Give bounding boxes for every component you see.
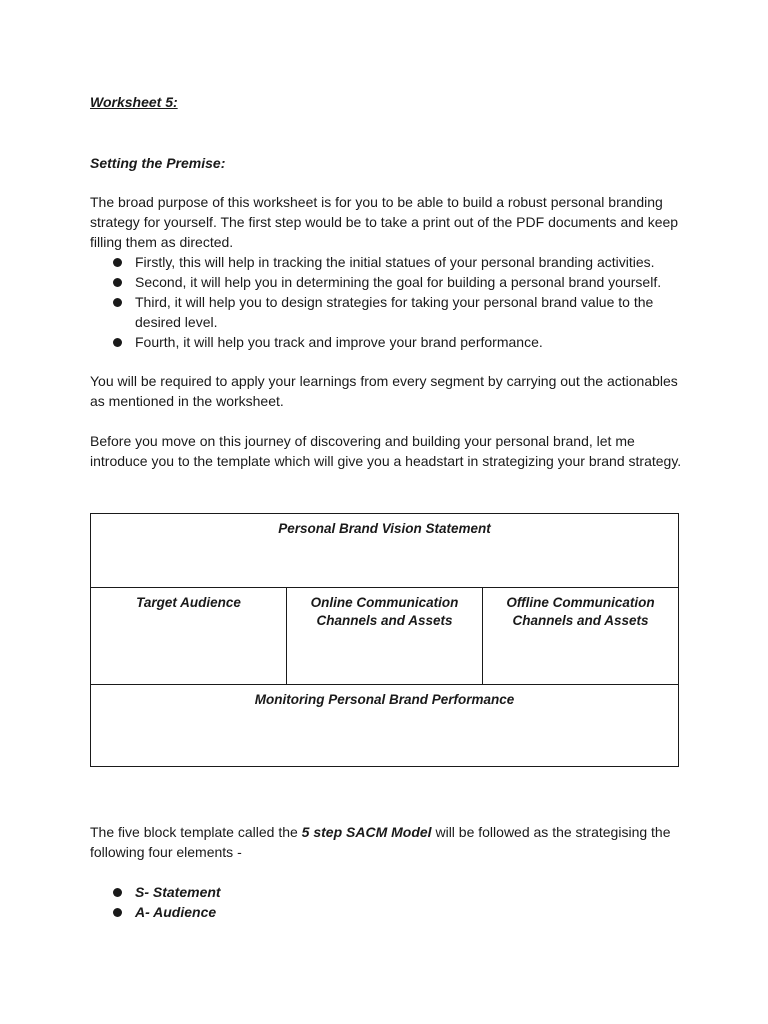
- bullet-item: [90, 272, 690, 292]
- section-heading: Setting the Premise:: [90, 155, 226, 171]
- monitoring-performance-cell: Monitoring Personal Brand Performance: [91, 685, 679, 767]
- bullet-dot-icon: [113, 258, 122, 267]
- bullet-dot-icon: [113, 278, 122, 287]
- bullet-item: [90, 332, 690, 352]
- journey-paragraph: Before you move on this journey of discovering and building your personal brand, let me introduce you to the template which will give you a headstart in strategizing your brand strategy.: [90, 433, 682, 469]
- bullet-dot-icon: [113, 908, 122, 917]
- brand-strategy-template-table: [90, 513, 679, 767]
- model-bullet-text: S- Statement: [135, 884, 221, 900]
- vision-statement-cell: Personal Brand Vision Statement: [91, 514, 679, 588]
- model-intro-before: The five block template called the: [90, 824, 302, 840]
- model-bullet-text: A- Audience: [135, 904, 217, 920]
- bullet-text: Second, it will help you in determining the goal for building a personal brand yourself.: [135, 274, 662, 290]
- template-row-vision: [91, 514, 679, 588]
- template-row-channels: [91, 588, 679, 685]
- bullet-item: [90, 252, 690, 272]
- target-audience-cell: Target Audience: [91, 588, 287, 685]
- apply-paragraph: You will be required to apply your learnings from every segment by carrying out the actionables as mentioned in the worksheet.: [90, 373, 678, 409]
- bullet-text: Fourth, it will help you track and improve your brand performance.: [135, 334, 543, 350]
- model-bullet-item: [90, 882, 690, 902]
- purpose-bullet-list: [90, 252, 690, 352]
- model-intro-after: will be followed as the strategising the following four elements -: [90, 824, 671, 860]
- bullet-item: [90, 292, 690, 332]
- intro-paragraph: The broad purpose of this worksheet is for you to be able to build a robust personal branding strategy for yourself. The first step would be to take a print out of the PDF documents and keep filling them as directed.: [90, 194, 679, 250]
- model-intro-paragraph: [90, 822, 690, 862]
- bullet-dot-icon: [113, 338, 122, 347]
- model-name: 5 step SACM Model: [301, 824, 432, 840]
- bullet-text: Third, it will help you to design strategies for taking your personal brand value to the desired level.: [135, 294, 654, 330]
- bullet-dot-icon: [113, 298, 122, 307]
- bullet-text: Firstly, this will help in tracking the initial statues of your personal branding activities.: [135, 254, 655, 270]
- model-bullet-list: [90, 882, 690, 922]
- template-row-monitor: [91, 685, 679, 767]
- online-channels-cell: Online Communication Channels and Assets: [287, 588, 483, 685]
- worksheet-title: Worksheet 5:: [90, 94, 178, 110]
- model-bullet-item: [90, 902, 690, 922]
- offline-channels-cell: Offline Communication Channels and Assets: [483, 588, 679, 685]
- bullet-dot-icon: [113, 888, 122, 897]
